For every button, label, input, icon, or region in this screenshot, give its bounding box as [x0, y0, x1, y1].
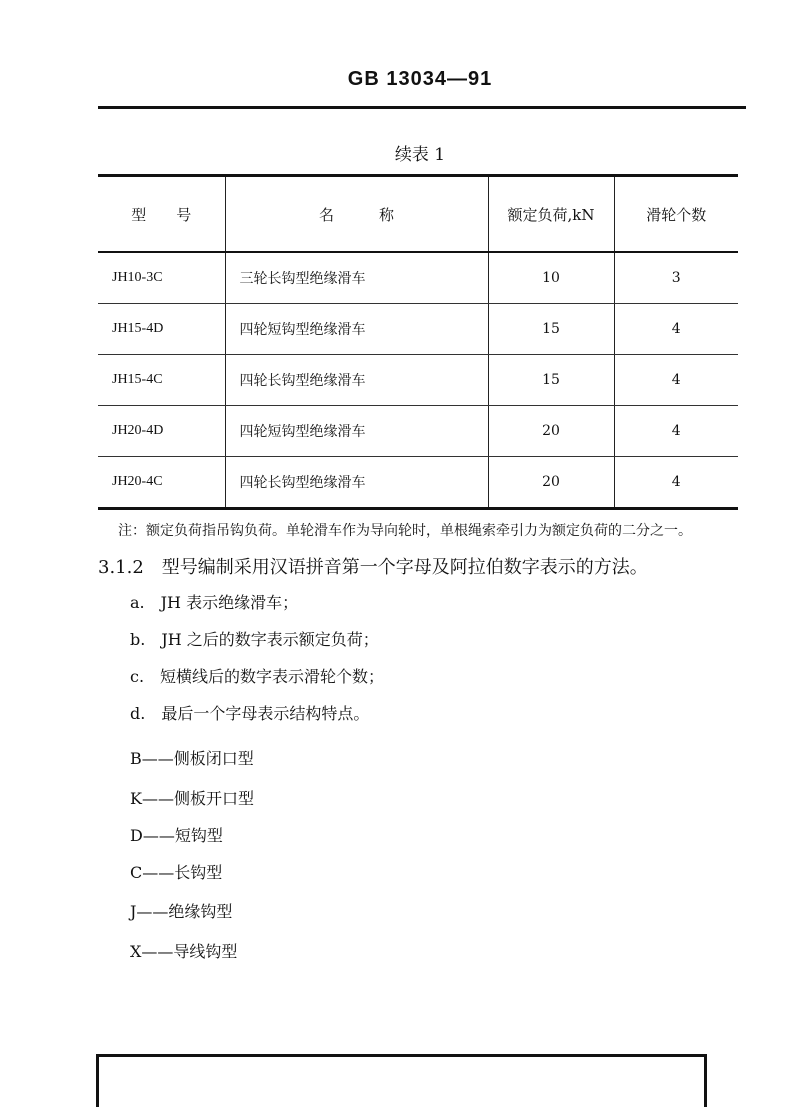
cell-pulley-count: 4	[614, 457, 738, 509]
table-row	[98, 304, 738, 355]
column-header-model: 型 号	[98, 176, 225, 253]
cell-pulley-count: 4	[614, 406, 738, 457]
cell-model: JH20-4D	[98, 406, 225, 457]
cell-model: JH10-3C	[98, 252, 225, 304]
cell-pulley-count: 3	[614, 252, 738, 304]
table-note: 注：额定负荷指吊钩负荷。单轮滑车作为导向轮时，单根绳索牵引力为额定负荷的二分之一。	[118, 523, 692, 539]
cell-name: 四轮短钩型绝缘滑车	[225, 406, 488, 457]
list-item: C——长钩型	[130, 863, 223, 882]
list-item: B——侧板闭口型	[130, 749, 254, 768]
pulley-table	[98, 174, 738, 510]
cell-model: JH15-4D	[98, 304, 225, 355]
header-rule	[98, 106, 746, 109]
column-header-pulley-count: 滑轮个数	[614, 176, 738, 253]
cell-name: 三轮长钩型绝缘滑车	[225, 252, 488, 304]
column-header-rated-load: 额定负荷,kN	[488, 176, 614, 253]
cell-name: 四轮长钩型绝缘滑车	[225, 457, 488, 509]
cell-name: 四轮短钩型绝缘滑车	[225, 304, 488, 355]
bottom-frame-box	[96, 1054, 707, 1107]
list-item: b. JH 之后的数字表示额定负荷；	[130, 630, 379, 649]
table-row	[98, 252, 738, 304]
cell-pulley-count: 4	[614, 304, 738, 355]
list-item: c. 短横线后的数字表示滑轮个数；	[130, 667, 385, 686]
cell-name: 四轮长钩型绝缘滑车	[225, 355, 488, 406]
table-row	[98, 457, 738, 509]
table-header-row	[98, 176, 738, 253]
list-item: a. JH 表示绝缘滑车；	[130, 593, 299, 612]
table-row	[98, 406, 738, 457]
cell-model: JH15-4C	[98, 355, 225, 406]
cell-rated-load: 20	[488, 457, 614, 509]
column-header-name: 名 称	[225, 176, 488, 253]
document-id-header: GB 13034—91	[347, 68, 493, 90]
list-item: X——导线钩型	[130, 942, 238, 961]
list-item: K——侧板开口型	[130, 789, 254, 808]
table-row	[98, 355, 738, 406]
cell-rated-load: 20	[488, 406, 614, 457]
cell-model: JH20-4C	[112, 474, 163, 489]
cell-pulley-count: 4	[614, 355, 738, 406]
table-caption: 续表 1	[394, 145, 446, 165]
cell-rated-load: 15	[488, 304, 614, 355]
section-heading: 3.1.2 型号编制采用汉语拼音第一个字母及阿拉伯数字表示的方法。	[98, 557, 648, 578]
list-item: J——绝缘钩型	[130, 902, 233, 921]
cell-rated-load: 10	[488, 252, 614, 304]
list-item: d. 最后一个字母表示结构特点。	[130, 704, 370, 723]
cell-rated-load: 15	[488, 355, 614, 406]
list-item: D——短钩型	[130, 826, 223, 845]
